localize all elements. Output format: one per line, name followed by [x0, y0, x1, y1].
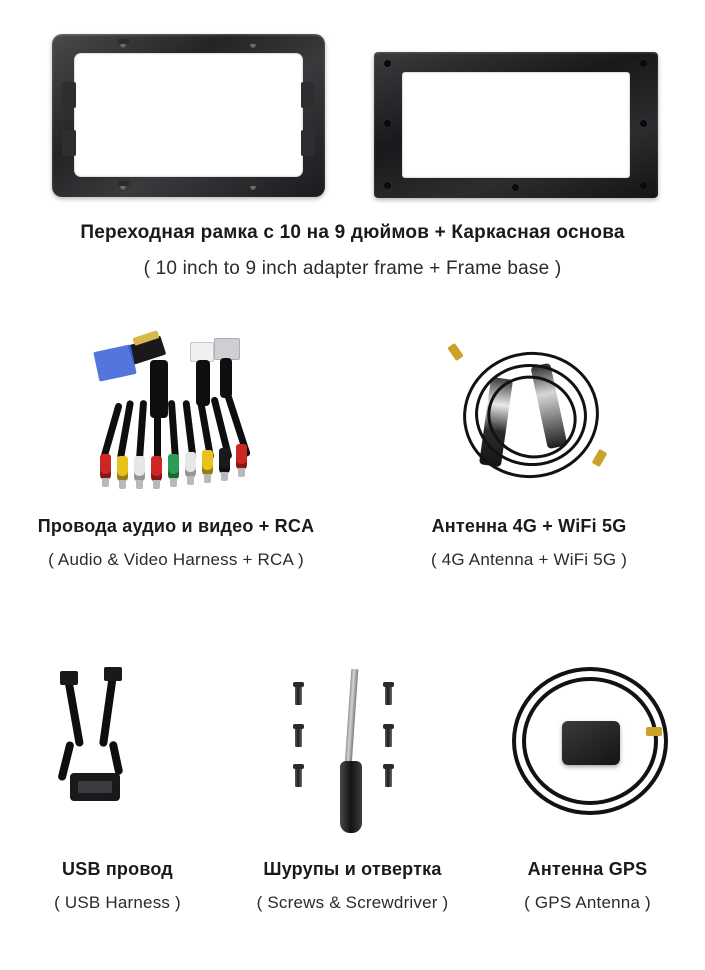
screws-caption-ru: Шурупы и отвертка [263, 859, 442, 879]
screw [295, 767, 302, 787]
frame-base-opening [402, 72, 630, 178]
adapter-frame-tab [301, 82, 315, 108]
harness-wire [168, 400, 179, 462]
section-accessories [0, 645, 705, 955]
screws-and-screwdriver-icon [235, 655, 470, 840]
rca-plug-black [219, 448, 230, 474]
white-connector [190, 342, 214, 362]
rca-plug-white [134, 456, 145, 482]
rca-plug-yellow [202, 450, 213, 476]
item-gps-antenna [470, 645, 705, 955]
usb-female-socket-opening [78, 781, 112, 793]
frame-base-icon [374, 52, 658, 198]
blue-label-tag [93, 344, 136, 381]
frame-base-mount-hole [384, 60, 391, 67]
frames-caption-ru: Переходная рамка с 10 на 9 дюймов + Каркасная основа [80, 222, 625, 243]
rca-plug-white [185, 452, 196, 478]
grey-connector [214, 338, 240, 360]
frames-image-row [0, 18, 705, 198]
antenna-caption-ru: Антенна 4G + WiFi 5G [431, 516, 627, 536]
harness-wire [136, 400, 147, 462]
screws-caption-en: ( Screws & Screwdriver ) [256, 893, 449, 912]
antenna-sma-connector [447, 343, 464, 361]
screwdriver-handle [340, 761, 362, 833]
item-4g-wifi-antenna [353, 320, 705, 610]
usb-plug [104, 667, 122, 681]
adapter-frame-screw-hole [250, 42, 256, 48]
adapter-frame-tab [62, 130, 76, 156]
adapter-frame-tab [62, 82, 76, 108]
screw [295, 727, 302, 747]
frame-base-mount-hole [640, 120, 647, 127]
frame-base-mount-hole [640, 60, 647, 67]
gps-antenna-body [562, 721, 620, 765]
harness-wire [154, 402, 161, 462]
usb-cable-icon [0, 655, 235, 840]
usb-cable-branch [99, 673, 117, 747]
rca-plug-green [168, 454, 179, 480]
gps-caption-ru: Антенна GPS [527, 859, 648, 879]
section-frames [0, 0, 705, 300]
usb-caption-en: ( USB Harness ) [54, 893, 181, 912]
rca-plug-yellow [117, 456, 128, 482]
wiring-harness-rca-icon [0, 330, 352, 510]
rca-plug-red [100, 454, 111, 480]
screw [385, 685, 392, 705]
rca-plug-red [151, 456, 162, 482]
screw [385, 767, 392, 787]
gps-caption-en: ( GPS Antenna ) [524, 893, 651, 912]
antenna-4g-wifi-icon [353, 330, 705, 510]
section-harness-antenna [0, 320, 705, 610]
frames-caption-en: ( 10 inch to 9 inch adapter frame + Frame base ) [143, 258, 562, 279]
usb-caption-ru: USB провод [62, 859, 173, 879]
gps-sma-connector [646, 727, 662, 736]
harness-caption-en: ( Audio & Video Harness + RCA ) [48, 550, 304, 569]
rca-plug-red [236, 444, 247, 470]
gps-antenna-puck-icon [470, 655, 705, 840]
antenna-caption-en: ( 4G Antenna + WiFi 5G ) [430, 550, 628, 569]
adapter-frame-icon [52, 34, 325, 197]
item-usb-harness [0, 645, 235, 955]
frame-base-mount-hole [384, 182, 391, 189]
screw [295, 685, 302, 705]
usb-cable-branch [109, 741, 124, 776]
adapter-frame-screw-hole [120, 184, 126, 190]
usb-cable-branch [64, 677, 84, 747]
harness-caption-ru: Провода аудио и видео + RCA [37, 516, 315, 536]
adapter-frame-screw-hole [250, 184, 256, 190]
screw [385, 727, 392, 747]
usb-plug [60, 671, 78, 685]
harness-main-bundle [220, 358, 232, 398]
antenna-sma-connector [592, 449, 608, 467]
item-audio-video-harness [0, 320, 352, 610]
frame-base-mount-hole [640, 182, 647, 189]
screwdriver-shaft [345, 669, 359, 765]
adapter-frame-opening [74, 53, 303, 177]
adapter-frame-tab [301, 130, 315, 156]
frame-base-mount-hole [512, 184, 519, 191]
frame-base-mount-hole [384, 120, 391, 127]
adapter-frame-screw-hole [120, 42, 126, 48]
item-screws-screwdriver [235, 645, 470, 955]
